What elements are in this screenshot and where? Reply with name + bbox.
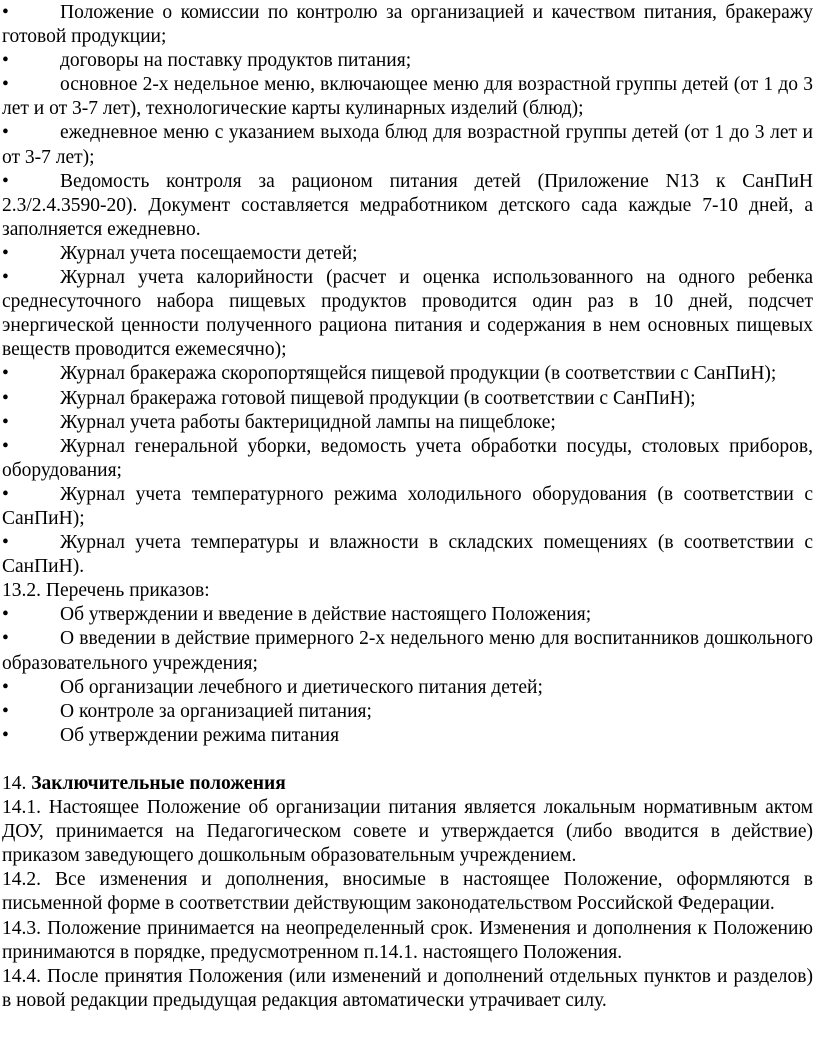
paragraph-text: 14.1. Настоящее Положение об организации питания является локальным нормативным актом ДОУ, принимается на Педагогическом совете и утверждается (либо вводится в действие) приказом заведующего дошкольным образовательным учреждением.	[2, 797, 813, 867]
bullet-item	[2, 411, 813, 435]
bullet-item-text: Журнал бракеража скоропортящейся пищевой продукции (в соответствии с СанПиН);	[60, 363, 777, 385]
bullet-item	[2, 1, 813, 49]
blank-line	[2, 748, 813, 772]
bullet-item	[2, 266, 813, 362]
paragraph	[2, 917, 813, 965]
bullet-icon: •	[2, 74, 9, 96]
paragraph	[2, 579, 813, 603]
bullet-item	[2, 121, 813, 169]
bullet-icon: •	[2, 411, 9, 433]
bullet-item	[2, 603, 813, 627]
bullet-item-text: Об организации лечебного и диетического питания детей;	[60, 676, 543, 698]
paragraph	[2, 868, 813, 916]
bullet-icon: •	[2, 122, 9, 144]
bullet-item-text: Журнал учета температурного режима холодильного оборудования (в соответствии с СанПиН);	[2, 483, 813, 529]
bullet-icon: •	[2, 628, 9, 650]
bullet-item	[2, 387, 813, 411]
bullet-item-text: Журнал учета калорийности (расчет и оценка использованного на одного ребенка среднесуточного набора пищевых продуктов проводится один раз в 10 дней, подсчет энергической ценности полученного рациона питания и содержания в нем основных пищевых веществ проводится ежемесячно);	[2, 267, 813, 361]
section-title: Заключительные положения	[31, 773, 286, 794]
bullet-item	[2, 49, 813, 73]
bullet-icon: •	[2, 170, 9, 192]
bullet-item-text: Журнал учета температуры и влажности в складских помещениях (в соответствии с СанПиН).	[2, 532, 813, 578]
section-number: 14.	[2, 773, 32, 794]
bullet-item-text: Журнал учета работы бактерицидной лампы на пищеблоке;	[60, 411, 556, 433]
paragraph-text: 14.3. Положение принимается на неопределенный срок. Изменения и дополнения к Положению принимаются в порядке, предусмотренном п.14.1. настоящего Положения.	[2, 917, 813, 963]
bullet-icon: •	[2, 676, 9, 698]
bullet-icon: •	[2, 483, 9, 505]
bullet-item	[2, 170, 813, 242]
bullet-item-text: Журнал учета посещаемости детей;	[60, 242, 358, 264]
bullet-item	[2, 676, 813, 700]
bullet-item	[2, 531, 813, 579]
section-heading	[2, 772, 813, 796]
bullet-icon: •	[2, 604, 9, 626]
bullet-item	[2, 435, 813, 483]
bullet-icon: •	[2, 363, 9, 385]
bullet-item	[2, 627, 813, 675]
bullet-item-text: Положение о комиссии по контролю за организацией и качеством питания, бракеражу готовой продукции;	[2, 2, 813, 48]
bullet-icon: •	[2, 532, 9, 554]
paragraph-text: 14.4. После принятия Положения (или изменений и дополнений отдельных пунктов и разделов) в новой редакции предыдущая редакция автоматически утрачивает силу.	[2, 965, 813, 1011]
bullet-item-text: Об утверждении и введение в действие настоящего Положения;	[60, 604, 592, 626]
bullet-icon: •	[2, 387, 9, 409]
bullet-item-text: Об утверждении режима питания	[60, 724, 340, 746]
bullet-icon: •	[2, 2, 9, 23]
bullet-item-text: договоры на поставку продуктов питания;	[60, 50, 412, 72]
paragraph-text: 14.2. Все изменения и дополнения, вносимые в настоящее Положение, оформляются в письменной форме в соответствии действующим законодательством Российской Федерации.	[2, 869, 813, 915]
bullet-item-text: О введении в действие примерного 2-х недельного меню для воспитанников дошкольного образовательного учреждения;	[2, 628, 813, 674]
bullet-item-text: Журнал бракеража готовой пищевой продукции (в соответствии с СанПиН);	[60, 387, 696, 409]
bullet-item	[2, 483, 813, 531]
paragraph	[2, 965, 813, 1013]
paragraph	[2, 796, 813, 868]
bullet-icon: •	[2, 50, 9, 72]
bullet-item	[2, 724, 813, 748]
bullet-item-text: Журнал генеральной уборки, ведомость учета обработки посуды, столовых приборов, оборудования;	[2, 435, 813, 481]
bullet-item-text: ежедневное меню с указанием выхода блюд для возрастной группы детей (от 1 до 3 лет и от 3-7 лет);	[2, 122, 813, 168]
bullet-item	[2, 242, 813, 266]
paragraph-text: 13.2. Перечень приказов:	[2, 580, 210, 602]
bullet-icon: •	[2, 267, 9, 289]
bullet-icon: •	[2, 242, 9, 264]
bullet-item-text: основное 2-х недельное меню, включающее меню для возрастной группы детей (от 1 до 3 лет и от 3-7 лет), технологические карты кулинарных изделий (блюд);	[2, 74, 813, 120]
bullet-icon: •	[2, 435, 9, 457]
bullet-icon: •	[2, 724, 9, 746]
bullet-item	[2, 362, 813, 386]
bullet-item	[2, 73, 813, 121]
bullet-item-text: О контроле за организацией питания;	[60, 700, 372, 722]
bullet-item-text: Ведомость контроля за рационом питания детей (Приложение N13 к СанПиН 2.3/2.4.3590-20). Документ составляется медработником детского сада каждые 7-10 дней, а заполняется ежедневно.	[2, 170, 813, 240]
bullet-item	[2, 700, 813, 724]
bullet-icon: •	[2, 700, 9, 722]
